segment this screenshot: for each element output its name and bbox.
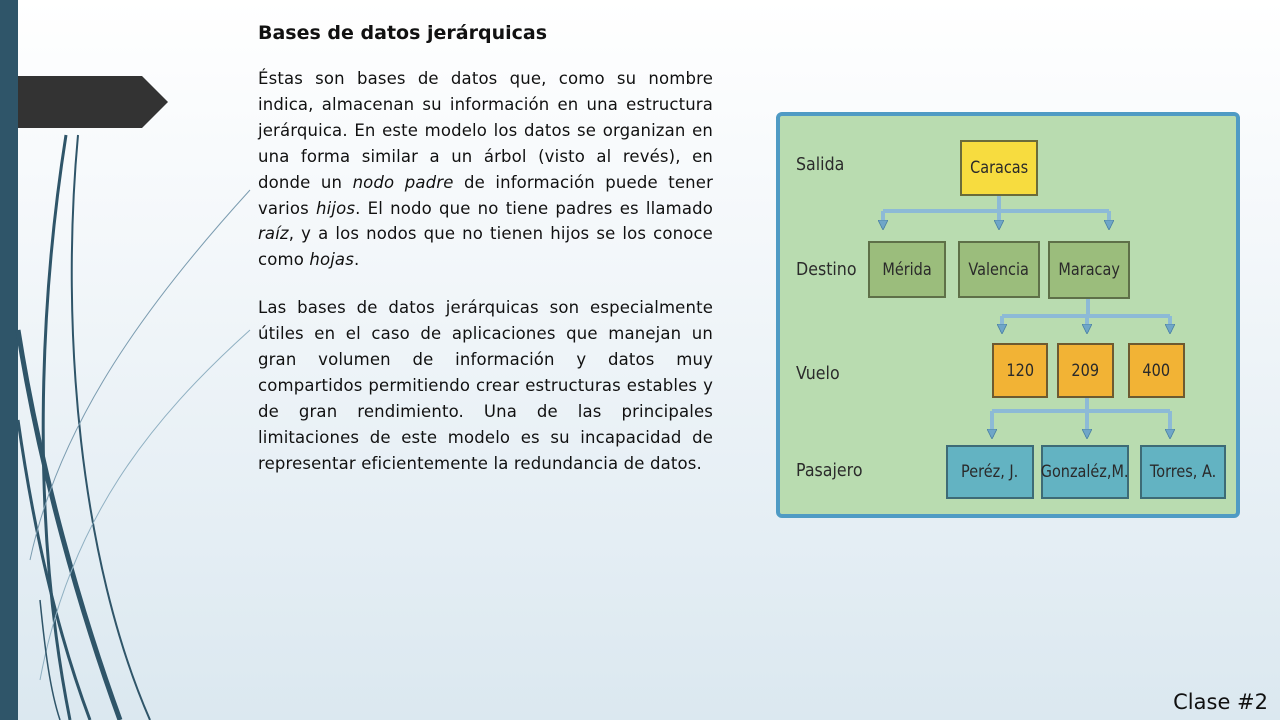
italic-term: hojas — [309, 250, 354, 270]
text-run: . El nodo que no tiene padres es llamado — [355, 198, 713, 218]
slide-footer-label: Clase #2 — [1173, 690, 1268, 714]
italic-term: nodo padre — [352, 172, 454, 192]
level-label-vuelo: Vuelo — [796, 363, 840, 384]
text-run: . — [353, 250, 360, 270]
text-run: de información puede tener varios — [258, 172, 714, 218]
hierarchy-diagram — [776, 112, 1240, 518]
slide-tab-marker — [18, 76, 168, 128]
node-vuelo-120: 120 — [992, 343, 1048, 398]
italic-term: raíz — [258, 224, 289, 244]
node-pasajero-torres: Torres, A. — [1140, 445, 1226, 499]
node-vuelo-209: 209 — [1057, 343, 1114, 398]
node-destino-valencia: Valencia — [958, 241, 1040, 298]
paragraph-definition — [258, 66, 713, 273]
level-label-destino: Destino — [796, 259, 857, 280]
slide-content — [258, 20, 713, 499]
node-salida-caracas: Caracas — [960, 140, 1038, 196]
level-label-salida: Salida — [796, 154, 845, 175]
node-pasajero-perez: Peréz, J. — [946, 445, 1034, 499]
node-vuelo-400: 400 — [1128, 343, 1185, 398]
slide-title: Bases de datos jerárquicas — [258, 22, 547, 44]
italic-term: hijos — [316, 198, 356, 218]
level-label-pasajero: Pasajero — [796, 460, 863, 481]
text-run: , y a los nodos que no tienen hijos se los conoce como — [258, 224, 713, 270]
text-run: Éstas son bases de datos que, como su nombre indica, almacenan su información en una estructura jerárquica. En este modelo los datos se organizan en una forma similar a un árbol (visto al revés), en donde un — [258, 69, 713, 192]
node-pasajero-gonzalez: Gonzaléz,M. — [1041, 445, 1129, 499]
paragraph-uses: Las bases de datos jerárquicas son especialmente útiles en el caso de aplicaciones que manejan un gran volumen de información y datos muy compartidos permitiendo crear estructuras estables y de gran rendimiento. Una de las principales limitaciones de este modelo es su incapacidad de representar eficientemente la redundancia de datos. — [258, 298, 713, 473]
node-destino-merida: Mérida — [868, 241, 946, 298]
node-destino-maracay: Maracay — [1048, 241, 1130, 299]
